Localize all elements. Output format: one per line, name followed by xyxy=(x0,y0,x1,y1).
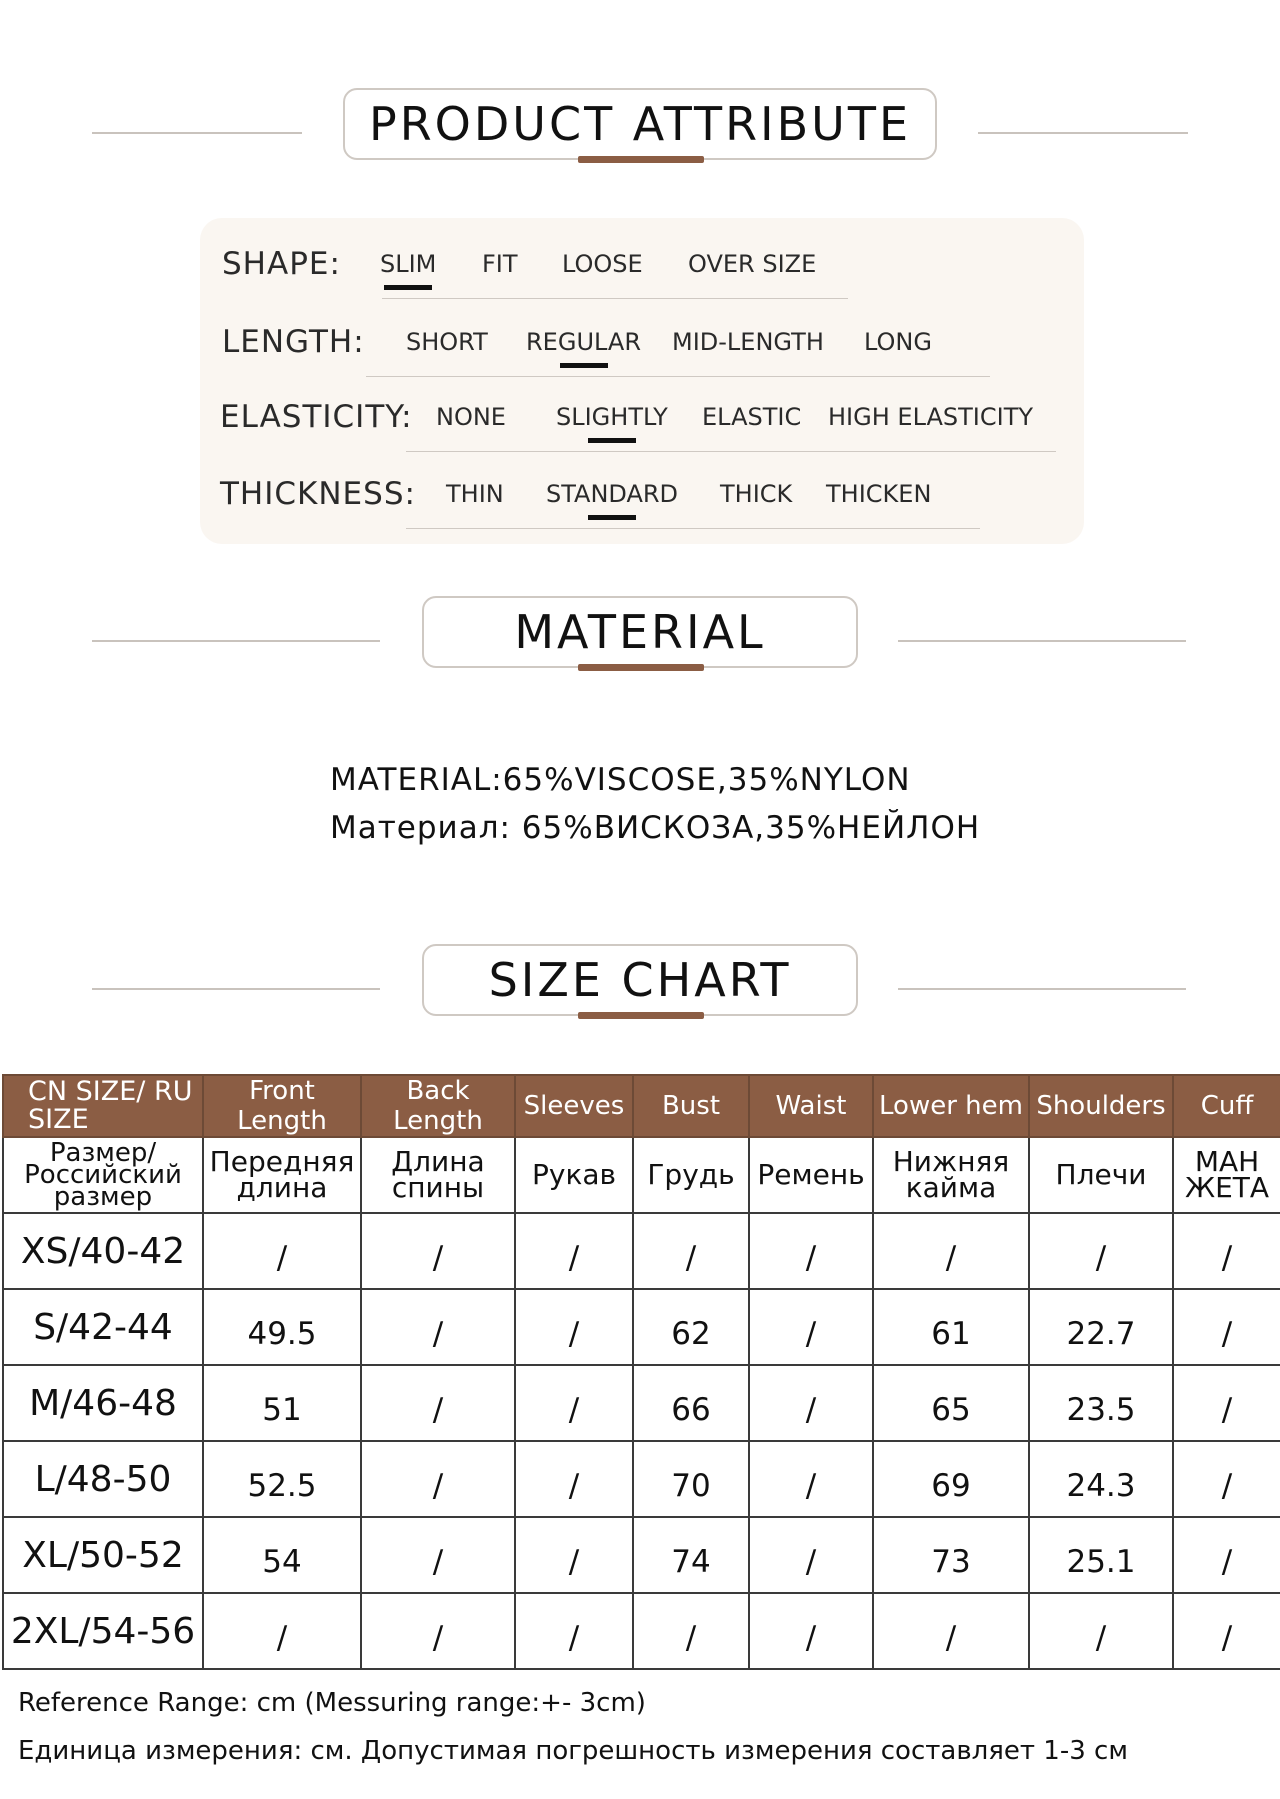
table-header-cell: Back Length xyxy=(361,1075,515,1137)
measurement-cell: / xyxy=(749,1441,873,1517)
table-header-cell-ru: Размер/ Российский размер xyxy=(3,1137,203,1213)
measurement-cell: / xyxy=(749,1593,873,1669)
measurement-cell: / xyxy=(749,1365,873,1441)
attribute-label: SHAPE: xyxy=(222,246,341,282)
table-row xyxy=(3,1365,1280,1441)
table-row xyxy=(3,1441,1280,1517)
measurement-cell: 65 xyxy=(873,1365,1029,1441)
attribute-option-selected: SLIGHTLY xyxy=(556,403,668,431)
attribute-row-length xyxy=(200,316,1084,376)
measurement-cell: / xyxy=(633,1593,749,1669)
measurement-cell: / xyxy=(515,1593,633,1669)
measurement-cell: / xyxy=(361,1517,515,1593)
measurement-cell: / xyxy=(1173,1593,1280,1669)
measurement-cell: / xyxy=(749,1289,873,1365)
measurement-cell: 74 xyxy=(633,1517,749,1593)
measurement-cell: / xyxy=(515,1213,633,1289)
size-chart-title: SIZE CHART xyxy=(422,944,858,1016)
attribute-option: MID-LENGTH xyxy=(672,328,824,356)
table-header-cell-ru: Грудь xyxy=(633,1137,749,1213)
attribute-option: OVER SIZE xyxy=(688,250,817,278)
measurement-cell: / xyxy=(1029,1213,1173,1289)
heading-rule-right xyxy=(898,988,1186,990)
measurement-cell: 70 xyxy=(633,1441,749,1517)
table-header-row-en xyxy=(3,1075,1280,1137)
attribute-label: ELASTICITY: xyxy=(220,399,413,435)
attribute-panel xyxy=(200,218,1084,544)
measurement-cell: 22.7 xyxy=(1029,1289,1173,1365)
product-attribute-heading xyxy=(0,88,1280,178)
attribute-option: ELASTIC xyxy=(702,403,802,431)
table-header-cell: Bust xyxy=(633,1075,749,1137)
table-header-cell-ru: Плечи xyxy=(1029,1137,1173,1213)
size-label-cell: M/46-48 xyxy=(3,1365,203,1441)
attribute-option: NONE xyxy=(436,403,506,431)
measurement-cell: / xyxy=(203,1213,361,1289)
heading-rule-right xyxy=(978,132,1188,134)
heading-accent-bar xyxy=(578,156,704,163)
attribute-option: THICKEN xyxy=(826,480,932,508)
size-label-cell: XS/40-42 xyxy=(3,1213,203,1289)
table-header-cell: Lower hem xyxy=(873,1075,1029,1137)
measurement-note-ru: Единица измерения: см. Допустимая погрешность измерения составляет 1-3 см xyxy=(18,1736,1128,1766)
table-row xyxy=(3,1593,1280,1669)
table-header-cell: CN SIZE/ RU SIZE xyxy=(3,1075,203,1137)
attribute-option: THIN xyxy=(446,480,504,508)
table-header-cell-ru: МАН ЖЕТА xyxy=(1173,1137,1280,1213)
measurement-cell: / xyxy=(1173,1365,1280,1441)
attribute-rule xyxy=(366,376,990,377)
table-header-cell: Sleeves xyxy=(515,1075,633,1137)
measurement-cell: / xyxy=(361,1289,515,1365)
size-chart-table xyxy=(2,1074,1280,1670)
table-header-cell: Cuff xyxy=(1173,1075,1280,1137)
material-title: MATERIAL xyxy=(422,596,858,668)
measurement-cell: / xyxy=(361,1213,515,1289)
measurement-cell: 62 xyxy=(633,1289,749,1365)
table-header-cell: Shoulders xyxy=(1029,1075,1173,1137)
heading-rule-left xyxy=(92,132,302,134)
measurement-cell: 66 xyxy=(633,1365,749,1441)
measurement-cell: / xyxy=(873,1593,1029,1669)
measurement-cell: / xyxy=(1029,1593,1173,1669)
measurement-cell: / xyxy=(1173,1517,1280,1593)
size-label-cell: S/42-44 xyxy=(3,1289,203,1365)
heading-rule-right xyxy=(898,640,1186,642)
reference-range-note: Reference Range: cm (Messuring range:+- 3cm) xyxy=(18,1688,646,1718)
measurement-cell: 25.1 xyxy=(1029,1517,1173,1593)
product-attribute-title: PRODUCT ATTRIBUTE xyxy=(343,88,937,160)
size-label-cell: 2XL/54-56 xyxy=(3,1593,203,1669)
attribute-option: SHORT xyxy=(406,328,488,356)
measurement-cell: / xyxy=(361,1441,515,1517)
heading-accent-bar xyxy=(578,1012,704,1019)
attribute-label: LENGTH: xyxy=(222,324,365,360)
table-header-cell: Waist xyxy=(749,1075,873,1137)
table-header-cell-ru: Длина спины xyxy=(361,1137,515,1213)
measurement-cell: 49.5 xyxy=(203,1289,361,1365)
measurement-cell: 61 xyxy=(873,1289,1029,1365)
attribute-rule xyxy=(406,528,980,529)
measurement-cell: / xyxy=(873,1213,1029,1289)
table-header-row-ru xyxy=(3,1137,1280,1213)
table-row xyxy=(3,1213,1280,1289)
measurement-cell: 69 xyxy=(873,1441,1029,1517)
table-header-cell: Front Length xyxy=(203,1075,361,1137)
attribute-rule xyxy=(406,451,1056,452)
measurement-cell: 24.3 xyxy=(1029,1441,1173,1517)
measurement-cell: 23.5 xyxy=(1029,1365,1173,1441)
attribute-row-shape xyxy=(200,238,1084,298)
material-composition-en: MATERIAL:65%VISCOSE,35%NYLON xyxy=(330,762,911,798)
attribute-label: THICKNESS: xyxy=(220,476,416,512)
attribute-option: FIT xyxy=(482,250,518,278)
measurement-cell: 54 xyxy=(203,1517,361,1593)
measurement-cell: 73 xyxy=(873,1517,1029,1593)
attribute-option-selected: STANDARD xyxy=(546,480,679,508)
attribute-option: THICK xyxy=(720,480,793,508)
table-header-cell-ru: Нижняя кайма xyxy=(873,1137,1029,1213)
measurement-cell: / xyxy=(1173,1441,1280,1517)
measurement-cell: / xyxy=(633,1213,749,1289)
measurement-cell: / xyxy=(749,1517,873,1593)
measurement-cell: / xyxy=(515,1441,633,1517)
measurement-cell: / xyxy=(361,1593,515,1669)
size-chart-heading xyxy=(0,944,1280,1034)
attribute-option: HIGH ELASTICITY xyxy=(828,403,1034,431)
attribute-option-selected: SLIM xyxy=(380,250,437,278)
measurement-cell: / xyxy=(515,1289,633,1365)
measurement-cell: / xyxy=(515,1517,633,1593)
measurement-cell: / xyxy=(1173,1213,1280,1289)
measurement-cell: / xyxy=(749,1213,873,1289)
size-label-cell: L/48-50 xyxy=(3,1441,203,1517)
heading-rule-left xyxy=(92,640,380,642)
table-header-cell-ru: Передняя длина xyxy=(203,1137,361,1213)
attribute-row-elasticity xyxy=(200,391,1084,451)
material-composition-ru: Материал: 65%ВИСКОЗА,35%НЕЙЛОН xyxy=(330,810,981,846)
heading-accent-bar xyxy=(578,664,704,671)
attribute-option: LOOSE xyxy=(562,250,643,278)
measurement-cell: 51 xyxy=(203,1365,361,1441)
material-heading xyxy=(0,596,1280,686)
heading-rule-left xyxy=(92,988,380,990)
attribute-option-selected: REGULAR xyxy=(526,328,642,356)
table-row xyxy=(3,1289,1280,1365)
table-header-cell-ru: Ремень xyxy=(749,1137,873,1213)
table-row xyxy=(3,1517,1280,1593)
measurement-cell: / xyxy=(515,1365,633,1441)
size-label-cell: XL/50-52 xyxy=(3,1517,203,1593)
measurement-cell: 52.5 xyxy=(203,1441,361,1517)
measurement-cell: / xyxy=(203,1593,361,1669)
measurement-cell: / xyxy=(361,1365,515,1441)
attribute-row-thickness xyxy=(200,468,1084,528)
table-header-cell-ru: Рукав xyxy=(515,1137,633,1213)
attribute-rule xyxy=(382,298,848,299)
attribute-option: LONG xyxy=(864,328,932,356)
measurement-cell: / xyxy=(1173,1289,1280,1365)
